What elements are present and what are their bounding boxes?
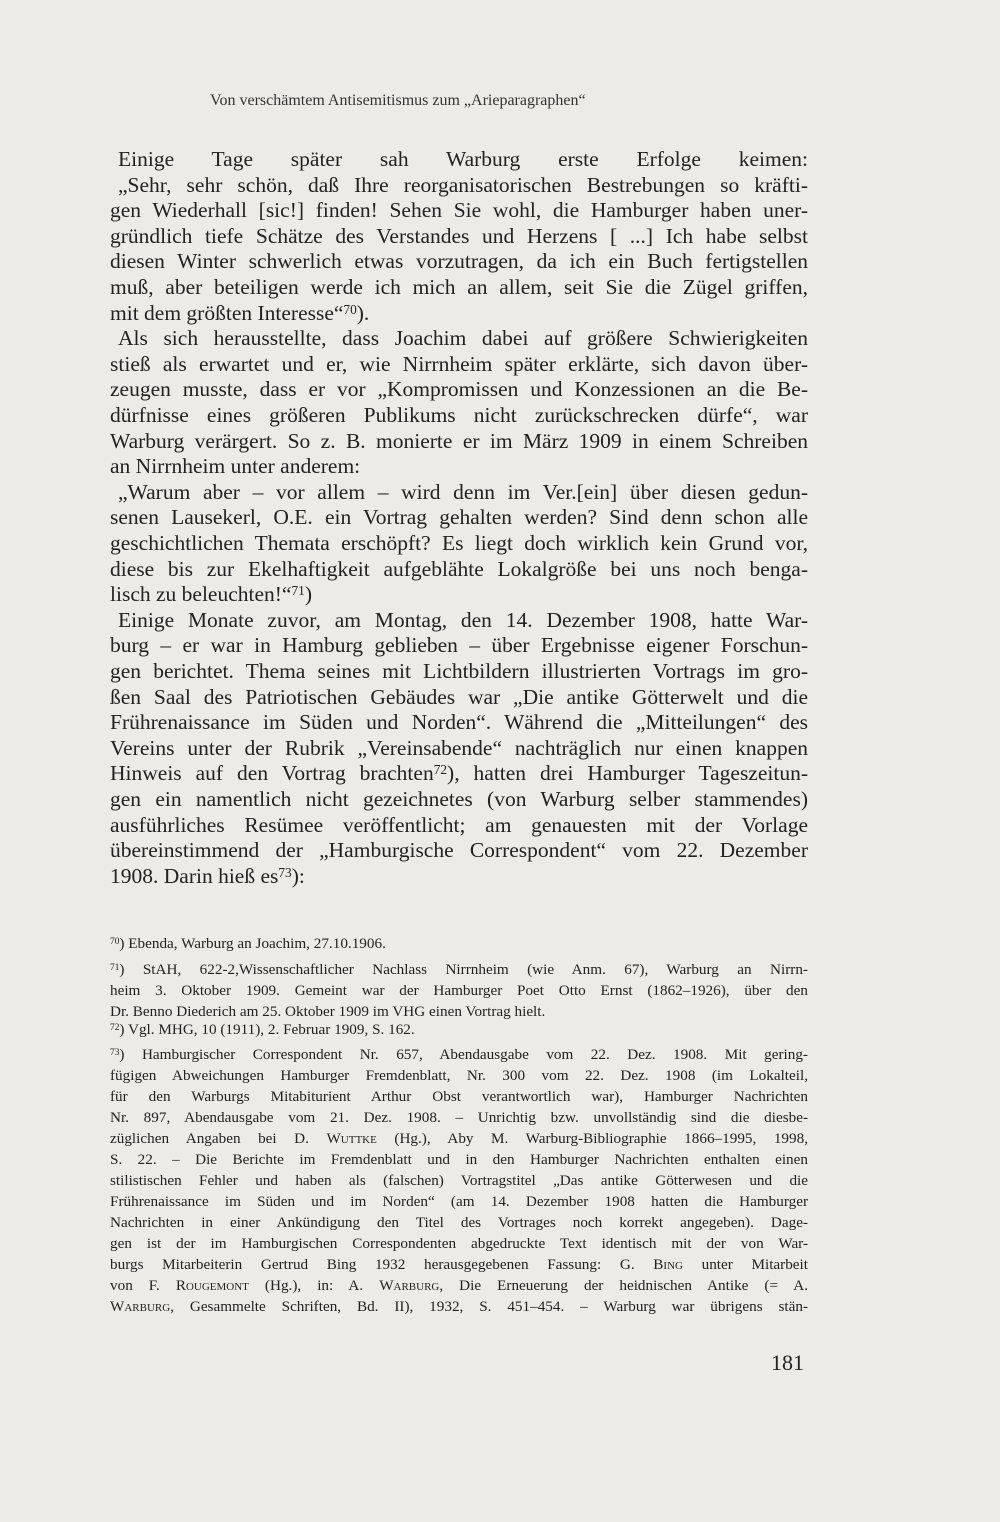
- body-line: [110, 812, 808, 838]
- line-text: gen Wiederhall [sic!] finden! Sehen Sie wohl, die Hamburger haben uner-: [110, 198, 808, 223]
- body-line: [110, 556, 808, 582]
- footnote-text: burgs Mitarbeiterin Gertrud Bing 1932 herausgegebenen Fassung: G.: [110, 1256, 654, 1273]
- body-line: [110, 479, 808, 505]
- author-name: Warburg: [379, 1277, 440, 1294]
- body-line: [110, 325, 808, 351]
- line-text: ), hatten drei Hamburger Tageszeitun-: [447, 761, 808, 786]
- line-text: Als sich herausstellte, dass Joachim dabei auf größere Schwierigkeiten: [118, 326, 808, 351]
- footnote-text: ) Vgl. MHG, 10 (1911), 2. Februar 1909, S. 162.: [119, 1021, 415, 1038]
- body-line: [110, 453, 808, 479]
- line-text: Einige Monate zuvor, am Montag, den 14. Dezember 1908, hatte War-: [118, 607, 808, 632]
- footnote-ref: 70: [343, 301, 357, 317]
- line-text: ßen Saal des Patriotischen Gebäudes war „Die antike Götterwelt und die: [110, 684, 808, 709]
- line-text: ).: [356, 300, 370, 325]
- line-text: „Warum aber – vor allem – wird denn im Ver.[ein] über diesen gedun-: [118, 479, 808, 504]
- line-text: Vereins unter der Rubrik „Vereinsabende“ nachträglich nur einen knappen: [110, 735, 808, 760]
- line-text: mit dem größten Interesse“: [110, 300, 344, 325]
- line-text: gen berichtet. Thema seines mit Lichtbildern illustrierten Vortrags im gro-: [110, 659, 808, 683]
- line-text: „Sehr, sehr schön, daß Ihre reorganisatorischen Bestrebungen so kräfti-: [118, 172, 808, 197]
- footnote-line: [110, 1255, 808, 1275]
- body-line: [110, 658, 808, 684]
- footnote-line: [110, 1087, 808, 1107]
- author-name: Bing: [653, 1256, 683, 1273]
- footnote-text: (Hg.), Aby M. Warburg-Bibliographie 1866–1995, 1998,: [376, 1130, 809, 1147]
- footnote-text: ) Hamburgischer Correspondent Nr. 657, Abendausgabe vom 22. Dez. 1908. Mit gering-: [119, 1046, 808, 1063]
- footnote-text: für den Warburgs Mitabiturient Arthur Obst verantwortlich war), Hamburger Nachrichten: [110, 1088, 808, 1105]
- body-line: [110, 709, 808, 735]
- footnote-text: , Gesammelte Schriften, Bd. II), 1932, S. 451–454. – Warburg war übrigens stän-: [170, 1298, 808, 1315]
- body-line: [110, 530, 808, 556]
- footnote-number: 72: [110, 1022, 120, 1033]
- footnote-text: ) Ebenda, Warburg an Joachim, 27.10.1906.: [119, 935, 386, 952]
- footnote-text: Nr. 897, Abendausgabe vom 21. Dez. 1908. – Unrichtig bzw. unvollständig sind die diesbe-: [110, 1109, 808, 1126]
- footnote-line: [110, 934, 808, 954]
- author-name: Wuttke: [326, 1130, 377, 1147]
- line-text: übereinstimmend der „Hamburgische Correspondent“ vom 22. Dezember: [110, 838, 808, 863]
- line-text: Einige Tage später sah Warburg erste Erfolge keimen:: [118, 147, 808, 171]
- footnote-text: Dr. Benno Diederich am 25. Oktober 1909 im VHG einen Vortrag hielt.: [110, 1003, 546, 1020]
- body-line: [110, 146, 808, 172]
- body-line: [110, 197, 808, 223]
- footnote-ref: 73: [278, 864, 292, 880]
- body-line: [110, 504, 808, 530]
- line-text: diesen Winter schwerlich etwas vorzutragen, da ich ein Buch fertigstellen: [110, 249, 808, 274]
- line-text: lisch zu beleuchten!“: [110, 582, 292, 607]
- line-text: stieß als erwartet und er, wie Nirrnheim später erklärte, sich davon über-: [110, 351, 808, 376]
- line-text: Hinweis auf den Vortrag brachten: [110, 761, 434, 786]
- line-text: gründlich tiefe Schätze des Verstandes und Herzens [ ...] Ich habe selbst: [110, 223, 808, 248]
- body-line: [110, 863, 808, 889]
- body-line: [110, 223, 808, 249]
- footnote-line: [110, 1171, 808, 1191]
- footnote-line: [110, 960, 808, 980]
- body-line: [110, 402, 808, 428]
- footnote-line: [110, 1108, 808, 1128]
- line-text: burg – er war in Hamburg geblieben – über Ergebnisse eigener Forschun-: [110, 633, 808, 658]
- footnote-text: ) StAH, 622-2,Wissenschaftlicher Nachlass Nirrnheim (wie Anm. 67), Warburg an Nirrn-: [119, 961, 808, 978]
- body-line: [110, 786, 808, 812]
- line-text: diese bis zur Ekelhaftigkeit aufgeblähte Lokalgröße bei uns noch benga-: [110, 556, 808, 581]
- line-text: an Nirrnheim unter anderem:: [110, 454, 361, 479]
- footnote-line: [110, 1276, 808, 1296]
- line-text: ):: [291, 863, 305, 888]
- footnote-line: [110, 1020, 808, 1040]
- body-line: [110, 632, 808, 658]
- footnote-line: [110, 1002, 808, 1022]
- footnote-text: stilistischen Fehler und haben als (falschen) Vortragstitel „Das antike Götterwesen und die: [110, 1172, 808, 1189]
- page-number: 181: [771, 1350, 804, 1375]
- footnote-ref: 72: [433, 762, 448, 778]
- footnote-text: heim 3. Oktober 1909. Gemeint war der Hamburger Poet Otto Ernst (1862–1926), über den: [110, 982, 808, 999]
- line-text: zeugen musste, dass er vor „Kompromissen und Konzessionen an die Be-: [110, 377, 808, 402]
- line-text: senen Lausekerl, O.E. ein Vortrag gehalten werden? Sind denn schon alle: [110, 505, 808, 530]
- footnote-text: Nachrichten in einer Ankündigung den Titel des Vortrages noch korrekt angegeben). Dage-: [110, 1214, 808, 1231]
- footnote-text: , Die Erneuerung der heidnischen Antike (= A.: [439, 1277, 808, 1294]
- footnote-line: [110, 981, 808, 1001]
- author-name: Rougemont: [175, 1277, 249, 1294]
- footnote-line: [110, 1234, 808, 1254]
- body-line: [110, 376, 808, 402]
- footnote-text: S. 22. – Die Berichte im Fremdenblatt und in den Hamburger Nachrichten enthalten einen: [110, 1151, 808, 1168]
- line-text: ausführliches Resümee veröffentlicht; am genauesten mit der Vorlage: [110, 812, 808, 837]
- footnote-line: [110, 1150, 808, 1170]
- footnote-text: Frührenaissance im Süden und im Norden“ (am 14. Dezember 1908 hatten die Hamburger: [110, 1193, 808, 1210]
- footnote-text: züglichen Angaben bei D.: [110, 1130, 327, 1147]
- footnote-text: (Hg.), in: A.: [248, 1277, 380, 1294]
- body-line: [110, 581, 808, 607]
- line-text: gen ein namentlich nicht gezeichnetes (von Warburg selber stammendes): [110, 787, 808, 811]
- footnote-line: [110, 1213, 808, 1233]
- line-text: dürfnisse eines größeren Publikums nicht zurückschrecken dürfe“, war: [110, 403, 808, 427]
- body-line: [110, 248, 808, 274]
- line-text: Frührenaissance im Süden und Norden“. Während die „Mitteilungen“ des: [110, 710, 808, 735]
- footnote-line: [110, 1192, 808, 1212]
- footnote-number: 71: [110, 962, 120, 973]
- body-line: [110, 837, 808, 863]
- body-line: [110, 274, 808, 300]
- footnote-text: von F.: [110, 1277, 176, 1294]
- line-text: ): [304, 582, 312, 607]
- footnote-line: [110, 1129, 808, 1149]
- footnote-number: 73: [110, 1047, 120, 1058]
- footnote-line: [110, 1066, 808, 1086]
- line-text: Warburg verärgert. So z. B. monierte er im März 1909 in einem Schreiben: [110, 428, 808, 453]
- body-line: [110, 428, 808, 454]
- body-line: [110, 607, 808, 633]
- running-head: Von verschämtem Antisemitismus zum „Arieparagraphen“: [210, 92, 586, 109]
- body-line: [110, 300, 808, 326]
- line-text: geschichtlichen Themata erschöpft? Es liegt doch wirklich kein Grund vor,: [110, 531, 808, 555]
- body-line: [110, 760, 808, 786]
- body-line: [110, 735, 808, 761]
- footnote-number: 70: [110, 936, 120, 947]
- body-line: [110, 684, 808, 710]
- footnote-text: gen ist der im Hamburgischen Correspondenten abgedruckte Text identisch mit der von War-: [110, 1235, 808, 1252]
- footnote-ref: 71: [291, 583, 305, 599]
- line-text: muß, aber beteiligen werde ich mich an allem, seit Sie die Zügel griffen,: [110, 275, 808, 299]
- body-line: [110, 351, 808, 377]
- body-line: [110, 172, 808, 198]
- footnote-text: unter Mitarbeit: [682, 1256, 808, 1273]
- line-text: 1908. Darin hieß es: [110, 863, 279, 888]
- footnote-line: [110, 1045, 808, 1065]
- footnote-line: [110, 1297, 808, 1317]
- footnote-text: fügigen Abweichungen Hamburger Fremdenblatt, Nr. 300 vom 22. Dez. 1908 (im Lokalteil,: [110, 1067, 808, 1084]
- author-name: Warburg: [110, 1298, 171, 1315]
